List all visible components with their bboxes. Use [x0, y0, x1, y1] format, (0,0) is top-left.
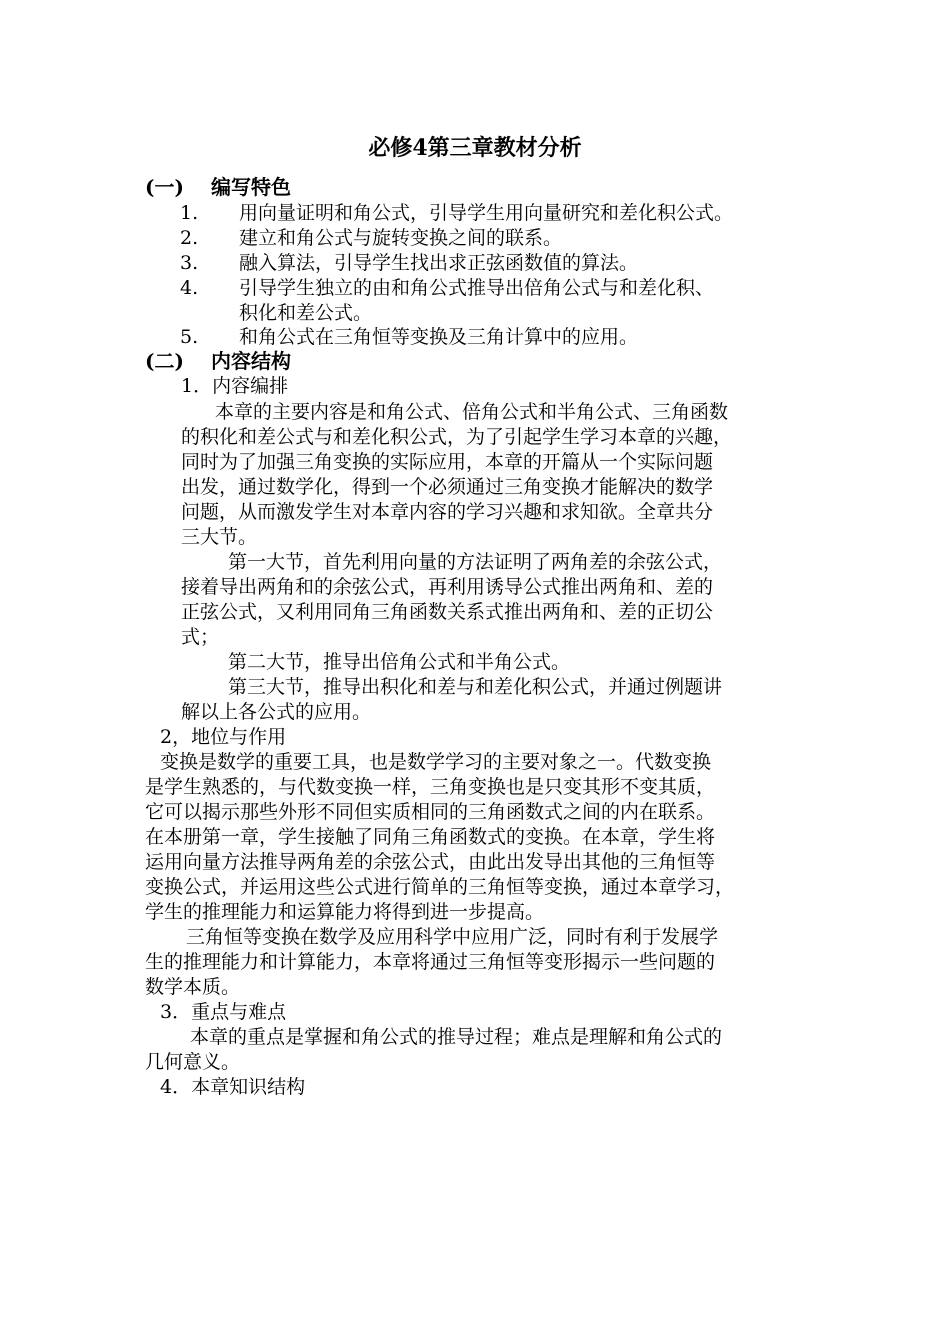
paragraph-line: 接着导出两角和的余弦公式，再利用诱导公式推出两角和、差的 [181, 576, 714, 598]
section-1-number: (一) [145, 175, 184, 199]
paragraph-line: 数学本质。 [145, 976, 241, 998]
section-2-title: 内容结构 [211, 349, 291, 373]
subsection-4-heading: 4．本章知识结构 [160, 1076, 306, 1098]
paragraph-line: 生的推理能力和计算能力，本章将通过三角恒等变形揭示一些问题的 [145, 951, 716, 973]
paragraph-line: 问题，从而激发学生对本章内容的学习兴趣和求知欲。全章共分 [181, 501, 714, 523]
list-item [180, 250, 638, 276]
list-item-continuation: 积化和差公式。 [239, 302, 373, 324]
paragraph-line: 第二大节，推导出倍角公式和半角公式。 [228, 651, 571, 673]
section-2-heading [145, 348, 291, 374]
paragraph-line: 同时为了加强三角变换的实际应用，本章的开篇从一个实际问题 [181, 451, 714, 473]
list-item-text: 建立和角公式与旋转变换之间的联系。 [239, 227, 563, 249]
paragraph-line: 它可以揭示那些外形不同但实质相同的三角函数式之间的内在联系。 [145, 801, 716, 823]
subsection-2-heading: 2，地位与作用 [160, 726, 287, 748]
paragraph-line: 式； [181, 626, 220, 648]
list-item-text: 用向量证明和角公式，引导学生用向量研究和差化积公式。 [239, 202, 734, 224]
section-1-heading [145, 174, 291, 200]
paragraph-line: 的积化和差公式与和差化积公式，为了引起学生学习本章的兴趣， [181, 426, 733, 448]
paragraph-line: 运用向量方法推导两角差的余弦公式，由此出发导出其他的三角恒等 [145, 851, 716, 873]
paragraph-line: 几何意义。 [145, 1051, 241, 1073]
paragraph-line: 出发，通过数学化，得到一个必须通过三角变换才能解决的数学 [181, 476, 714, 498]
document-title: 必修4第三章教材分析 [368, 135, 582, 161]
list-item-text: 引导学生独立的由和角公式推导出倍角公式与和差化积、 [239, 277, 715, 299]
list-item-number: 1. [180, 202, 199, 224]
section-1-title: 编写特色 [211, 175, 291, 199]
paragraph-line: 第一大节，首先利用向量的方法证明了两角差的余弦公式， [228, 551, 723, 573]
list-item [180, 200, 733, 226]
paragraph-line: 三角恒等变换在数学及应用科学中应用广泛，同时有利于发展学 [186, 926, 719, 948]
paragraph-line: 在本册第一章，学生接触了同角三角函数式的变换。在本章，学生将 [145, 826, 716, 848]
paragraph-line: 变换公式，并运用这些公式进行简单的三角恒等变换，通过本章学习， [145, 876, 735, 898]
paragraph-line: 解以上各公式的应用。 [181, 701, 372, 723]
section-2-number: (二) [145, 349, 184, 373]
list-item-number: 2. [180, 227, 199, 249]
paragraph-line: 是学生熟悉的，与代数变换一样，三角变换也是只变其形不变其质， [145, 776, 716, 798]
paragraph-line: 变换是数学的重要工具，也是数学学习的主要对象之一。代数变换 [160, 751, 712, 773]
subsection-1-heading: 1．内容编排 [181, 375, 289, 397]
paragraph-line: 三大节。 [181, 526, 258, 548]
list-item [180, 275, 714, 301]
list-item-text: 和角公式在三角恒等变换及三角计算中的应用。 [239, 326, 639, 348]
list-item-number: 5. [180, 326, 199, 348]
paragraph-line: 本章的主要内容是和角公式、倍角公式和半角公式、三角函数 [215, 401, 729, 423]
paragraph-line: 本章的重点是掌握和角公式的推导过程；难点是理解和角公式的 [190, 1026, 723, 1048]
subsection-3-heading: 3．重点与难点 [160, 1001, 287, 1023]
list-item [180, 324, 638, 350]
list-item [180, 225, 562, 251]
list-item-number: 4. [180, 277, 199, 299]
list-item-text: 融入算法，引导学生找出求正弦函数值的算法。 [239, 252, 639, 274]
paragraph-line: 学生的推理能力和运算能力将得到进一步提高。 [145, 901, 545, 923]
paragraph-line: 正弦公式，又利用同角三角函数关系式推出两角和、差的正切公 [181, 601, 714, 623]
paragraph-line: 第三大节，推导出积化和差与和差化积公式，并通过例题讲 [228, 676, 723, 698]
list-item-number: 3. [180, 252, 199, 274]
